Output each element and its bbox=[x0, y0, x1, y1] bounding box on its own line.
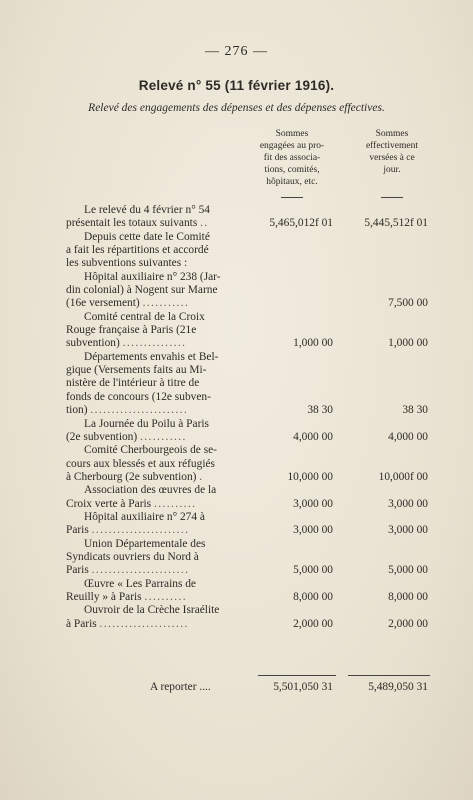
leader-dots: ....................... bbox=[91, 524, 190, 537]
total-leader-dots: .... bbox=[199, 681, 211, 693]
paid-amount: 3,000 00 bbox=[388, 524, 428, 537]
ledger-row bbox=[0, 431, 473, 444]
engaged-amount: 1,000 00 bbox=[293, 337, 333, 350]
ledger-row-label bbox=[66, 311, 248, 324]
ledger-row-text: Départements envahis et Bel- bbox=[84, 350, 219, 363]
ledger-row-label bbox=[66, 271, 248, 284]
paid-amount: 8,000 00 bbox=[388, 590, 428, 603]
engaged-amount: 3,000 00 bbox=[293, 524, 333, 537]
paid-amount: 5,000 00 bbox=[388, 564, 428, 577]
engaged-amount: 5,000 00 bbox=[293, 564, 333, 577]
ledger-row-label bbox=[66, 618, 248, 631]
ledger-row bbox=[0, 297, 473, 310]
ledger-row bbox=[0, 391, 473, 404]
ledger-row-label bbox=[66, 284, 248, 297]
ledger-row-label bbox=[66, 257, 248, 270]
ledger-row-label bbox=[66, 458, 248, 471]
ledger-row-text: din colonial) à Nogent sur Marne bbox=[66, 284, 218, 297]
ledger-row-text: les subventions suivantes : bbox=[66, 257, 188, 270]
leader-dots: .......... bbox=[144, 590, 187, 603]
total-paid-value: 5,489,050 31 bbox=[368, 681, 428, 693]
ledger-row bbox=[0, 498, 473, 511]
ledger-row-label bbox=[66, 444, 248, 457]
ledger-row-text: Reuilly » à Paris bbox=[66, 590, 142, 603]
ledger-row bbox=[0, 244, 473, 257]
ledger-row bbox=[0, 351, 473, 364]
page-number: — 276 — bbox=[205, 44, 268, 59]
ledger-row-label bbox=[66, 231, 248, 244]
column-header-paid: Sommes effectivement versées à ce jour. bbox=[365, 129, 419, 175]
ledger-row bbox=[0, 618, 473, 631]
leader-dots: ....................... bbox=[91, 564, 190, 577]
ledger-row-label bbox=[66, 351, 248, 364]
column-header-rule bbox=[281, 197, 303, 198]
ledger-row-label bbox=[66, 364, 248, 377]
ledger-row-text: Rouge française à Paris (21e bbox=[66, 324, 197, 337]
ledger-row bbox=[0, 538, 473, 551]
ledger-row-label bbox=[66, 324, 248, 337]
ledger-row-text: Union Départementale des bbox=[84, 537, 206, 550]
ledger-row bbox=[0, 311, 473, 324]
ledger-row-text: à Cherbourg (2e subvention) bbox=[66, 470, 197, 483]
ledger-row-text: Ouvroir de la Crèche Israélite bbox=[84, 604, 220, 617]
ledger-row-text: fonds de concours (12e subven- bbox=[66, 390, 211, 403]
page-title: Relevé n° 55 (11 février 1916). bbox=[138, 78, 335, 93]
leader-dots: .......... bbox=[153, 497, 197, 510]
paid-amount: 1,000 00 bbox=[388, 337, 428, 350]
ledger-row-text: Depuis cette date le Comité bbox=[84, 230, 210, 243]
ledger-row bbox=[0, 564, 473, 577]
ledger-row bbox=[0, 471, 473, 484]
ledger-row bbox=[0, 418, 473, 431]
leader-dots: . bbox=[199, 470, 204, 483]
engaged-amount: 38 30 bbox=[307, 404, 333, 417]
ledger-row bbox=[0, 591, 473, 604]
engaged-amount: 8,000 00 bbox=[293, 590, 333, 603]
ledger-row-label bbox=[66, 418, 248, 431]
ledger-row bbox=[0, 578, 473, 591]
ledger-row-label bbox=[66, 511, 248, 524]
engaged-amount: 2,000 00 bbox=[293, 617, 333, 630]
total-label-text: A reporter bbox=[150, 681, 197, 693]
ledger-row bbox=[0, 458, 473, 471]
ledger-row-text: à Paris bbox=[66, 617, 97, 630]
ledger-row bbox=[0, 364, 473, 377]
ledger-row-label bbox=[66, 551, 248, 564]
ledger-row-label bbox=[66, 217, 248, 230]
ledger-row-label bbox=[66, 404, 248, 417]
ledger-row-label bbox=[66, 498, 248, 511]
ledger-row-label bbox=[66, 337, 248, 350]
ledger-row-text: présentait les totaux suivants bbox=[66, 217, 198, 230]
ledger-row bbox=[0, 551, 473, 564]
ledger-row-text: (2e subvention) bbox=[66, 430, 138, 443]
ledger-row bbox=[0, 324, 473, 337]
ledger-row bbox=[0, 604, 473, 617]
engaged-amount: 4,000 00 bbox=[293, 430, 333, 443]
ledger-row-label bbox=[66, 244, 248, 257]
ledger-row bbox=[0, 231, 473, 244]
ledger-row bbox=[0, 511, 473, 524]
ledger-row-label bbox=[66, 604, 248, 617]
ledger-row bbox=[0, 257, 473, 270]
column-header-rule bbox=[381, 197, 403, 198]
leader-dots: ....................... bbox=[90, 404, 189, 417]
paid-amount: 5,445,512f 01 bbox=[364, 217, 428, 230]
ledger-row bbox=[0, 204, 473, 217]
ledger-row-text: (16e versement) bbox=[66, 297, 140, 310]
ledger-row-label bbox=[66, 484, 248, 497]
ledger-row-text: Le relevé du 4 février n° 54 bbox=[84, 204, 210, 216]
sum-rule bbox=[258, 675, 336, 676]
ledger-row-text: a fait les répartitions et accordé bbox=[66, 244, 209, 257]
ledger-row-label bbox=[66, 297, 248, 310]
paid-amount: 38 30 bbox=[402, 404, 428, 417]
paid-amount: 4,000 00 bbox=[388, 430, 428, 443]
leader-dots: ..................... bbox=[99, 617, 189, 630]
ledger-row-label bbox=[66, 591, 248, 604]
ledger-row-text: Œuvre « Les Parrains de bbox=[84, 577, 196, 590]
ledger-row-text: Association des œuvres de la bbox=[84, 484, 217, 497]
ledger-row bbox=[0, 484, 473, 497]
ledger-row bbox=[0, 444, 473, 457]
paid-amount: 3,000 00 bbox=[388, 497, 428, 510]
ledger-row-text: nistère de l'intérieur à titre de bbox=[66, 377, 200, 390]
total-row bbox=[0, 679, 473, 695]
ledger-row bbox=[0, 524, 473, 537]
ledger-row-text: Hôpital auxiliaire n° 274 à bbox=[84, 510, 205, 523]
sum-rule bbox=[348, 675, 430, 676]
ledger-row-text: Croix verte à Paris bbox=[66, 497, 152, 510]
ledger-row-text: Paris bbox=[66, 564, 89, 577]
ledger-row bbox=[0, 337, 473, 350]
ledger-row-label bbox=[66, 538, 248, 551]
engaged-amount: 3,000 00 bbox=[293, 497, 333, 510]
total-label bbox=[150, 679, 211, 695]
ledger-row bbox=[0, 284, 473, 297]
ledger-row-text: subvention) bbox=[66, 337, 120, 350]
ledger-row-label bbox=[66, 524, 248, 537]
ledger-row-label bbox=[66, 578, 248, 591]
ledger-row-text: gique (Versements faits au Mi- bbox=[66, 364, 207, 377]
column-header-engaged: Sommes engagées au pro- fit des associa- tions, comités, hôpitaux, etc. bbox=[259, 129, 325, 187]
ledger-row-text: cours aux blessés et aux réfugiés bbox=[66, 457, 215, 470]
ledger-row-label bbox=[66, 377, 248, 390]
ledger-row-text: Comité central de la Croix bbox=[84, 310, 205, 323]
ledger-row bbox=[0, 217, 473, 230]
ledger-row bbox=[0, 404, 473, 417]
paid-amount: 2,000 00 bbox=[388, 617, 428, 630]
leader-dots: ............... bbox=[122, 337, 187, 350]
ledger-row-text: Syndicats ouvriers du Nord à bbox=[66, 550, 199, 563]
ledger-row bbox=[0, 271, 473, 284]
ledger-row-label bbox=[66, 431, 248, 444]
ledger-row-label bbox=[66, 471, 248, 484]
leader-dots: ........... bbox=[142, 297, 190, 310]
ledger-row-label bbox=[66, 564, 248, 577]
ledger-row-text: Comité Cherbourgeois de se- bbox=[84, 444, 217, 457]
leader-dots: .. bbox=[200, 217, 209, 230]
paid-amount: 7,500 00 bbox=[388, 297, 428, 310]
paid-amount: 10,000f 00 bbox=[378, 470, 428, 483]
ledger-row bbox=[0, 377, 473, 390]
engaged-amount: 5,465,012f 01 bbox=[269, 217, 333, 230]
total-engaged-value: 5,501,050 31 bbox=[273, 681, 333, 693]
page-subtitle: Relevé des engagements des dépenses et des dépenses effectives. bbox=[88, 102, 385, 114]
ledger-row-text: Paris bbox=[66, 524, 89, 537]
ledger-row-text: tion) bbox=[66, 404, 88, 417]
ledger-rows bbox=[0, 204, 473, 631]
ledger-row-label bbox=[66, 391, 248, 404]
ledger-row-text: La Journée du Poilu à Paris bbox=[84, 417, 209, 430]
engaged-amount: 10,000 00 bbox=[287, 470, 333, 483]
leader-dots: ........... bbox=[140, 430, 187, 443]
ledger-row-label bbox=[66, 204, 248, 217]
ledger-row-text: Hôpital auxiliaire n° 238 (Jar- bbox=[84, 270, 221, 283]
